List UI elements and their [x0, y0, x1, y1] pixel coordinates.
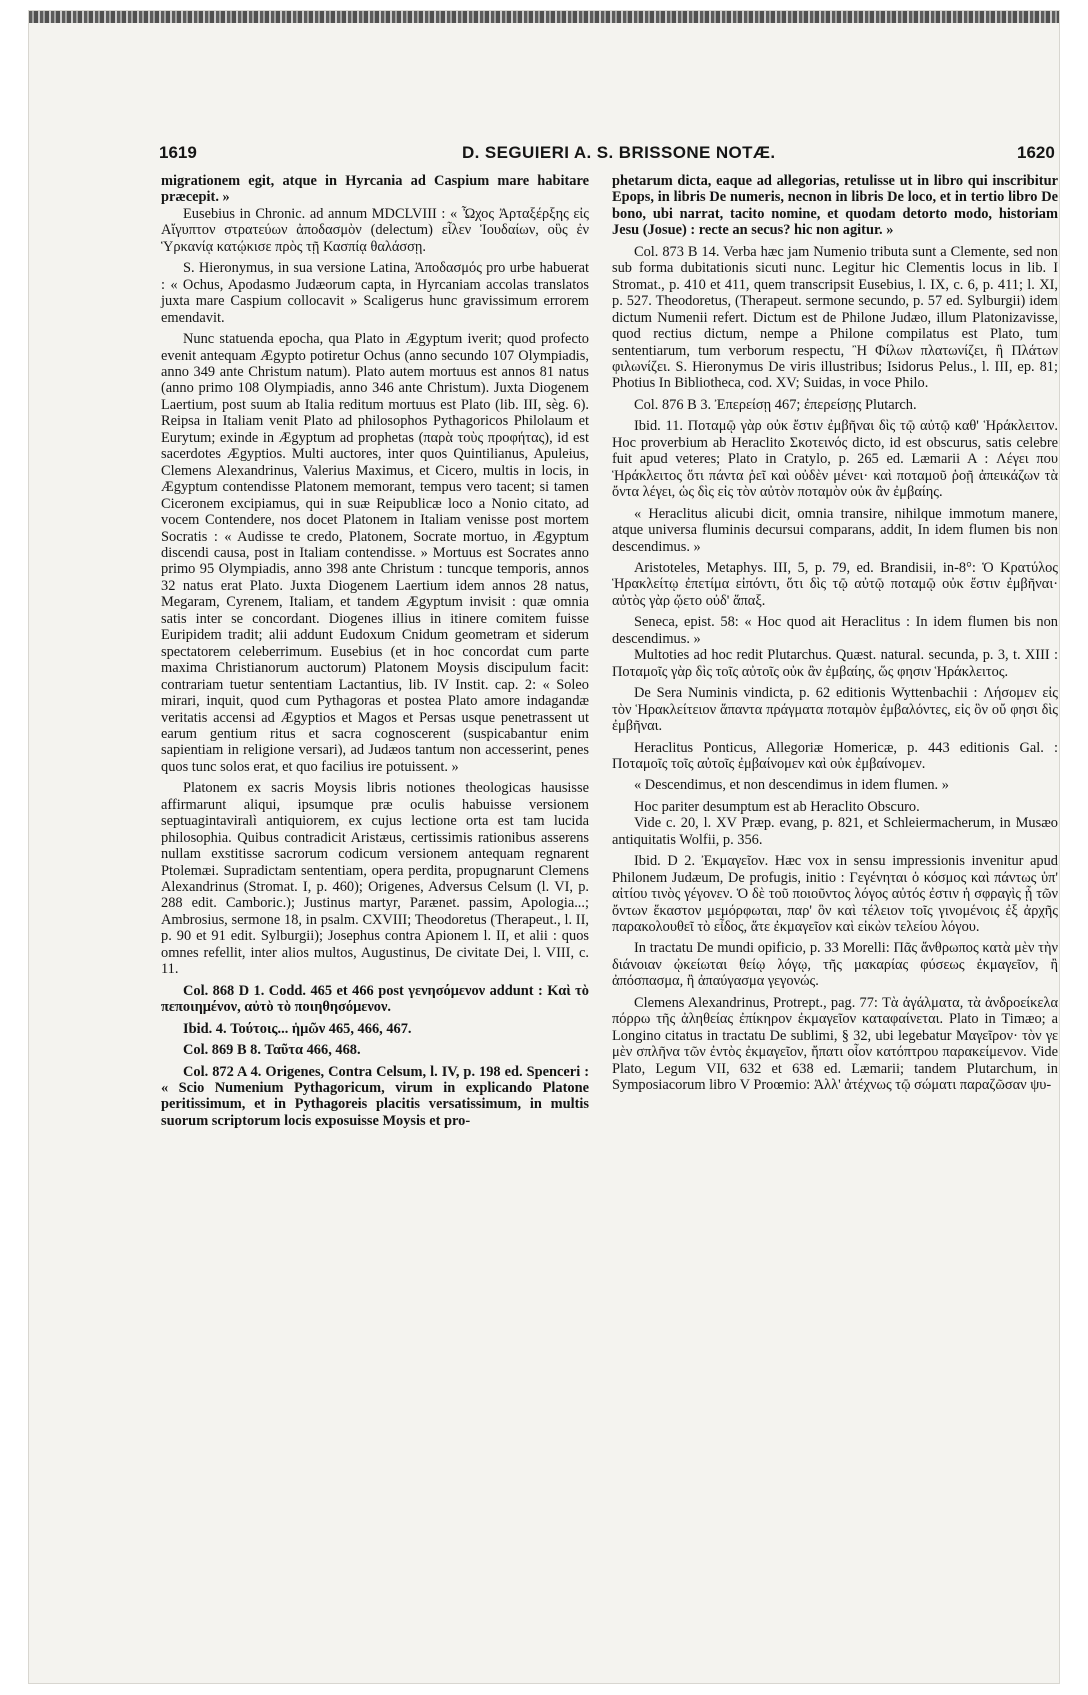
paragraph: Ibid. 11. Ποταμῷ γὰρ οὐκ ἔστιν ἐμβῆναι δὶς τῷ αὐτῷ καθ' Ἡράκλειτον. Hoc proverbium ab Heraclito Σκοτεινός dicto, id est obscurus, satis celebre fuit apud veteres; Plato in Cratylo, p. 265 ed. Læmarii A : Λέγει που Ἡράκλειτος ὅτι πάντα ῥεῖ καὶ οὐδὲν μένει· καὶ ποταμοῦ ῥοῇ ἀπεικάζων τὰ ὄντα λέγει, ὡς δὶς εἰς τὸν αὐτὸν ποταμὸν οὐκ ἂν ἐμβαίης. [612, 418, 1058, 501]
right-column [612, 173, 1058, 1099]
paragraph: Eusebius in Chronic. ad annum MDCLVIII : « Ὦχος Ἀρταξέρξης εἰς Αἴγυπτον στρατεύων ἀποδασμὸν (delectum) εἷλεν Ἰουδαίων, οὓς ἐν Ὑρκανίᾳ κατῴκισε πρὸς τῇ Κασπίᾳ θαλάσσῃ. [161, 205, 589, 255]
paragraph: Vide c. 20, l. XV Præp. evang, p. 821, et Schleiermacherum, in Musæo antiquitatis Wolfii, p. 356. [612, 815, 1058, 848]
page-number-right: 1620 [1017, 143, 1055, 162]
paragraph: Nunc statuenda epocha, qua Plato in Ægyptum iverit; quod profecto evenit antequam Ægypto potiretur Ochus (anno secundo 107 Olympiadis, anno 349 ante Christum natum). Plato autem mortuus est annos 81 natus (anno primo 108 Olympiadis, anno 346 ante Christum). Juxta Diogenem Laertium, post suum ab Italia reditum mortuus est Plato (lib. III, sèg. 6). Reipsa in Italiam venit Plato ad philosophos Pythagoricos Philolaum et Eurytum; exinde in Ægyptum ad prophetas (παρὰ τοὺς προφήτας), id est sacerdotes Ægyptios. Multi auctores, inter quos Quintilianus, Apuleius, Clemens Alexandrinus, Valerius Maximus, et Cicero, multis in locis, in Ægyptum contendisse Platonem memorant, tempus vero tacent; si tamen Ciceronem excipiamus, qui in suæ Reipublicæ loco a Nonio citato, ad vocem Contendere, nos docet Platonem in Italiam venisse post mortem Socratis : « Audisse te credo, Platonem, Socrate mortuo, in Ægyptum discendi causa, post in Italiam contendisse. » Mortuus est Socrates anno primo 95 Olympiadis, anno 398 ante Christum : tuncque temporis, annos 32 natus erat Plato. Juxta Diogenem Laertium idem annos 28 natus, Megaram, Cyrenem, Italiam, et tandem Ægyptum invisit : quæ omnia satis inter se concordant. Diogenes illius in itinere comitem fuisse Euripidem tradit; alii addunt Eudoxum Cnidum geometram et siderum spectatorem celeberrimum. Eusebius (et in hoc concordat cum parte maxima Christianorum auctorum) Platonem Moysis discipulum facit: contrariam tuetur sententiam Lactantius, lib. IV Instit. cap. 2: « Soleo mirari, inquit, quod cum Pythagoras et postea Plato amore indagandæ veritatis accensi ad Ægyptios et Magos et Persas usque penetrassent ut earum gentium ritus et sacra cognoscerent (suspicabantur enim sapientiam in religione versari), ad Judæos tantum non accesserint, penes quos tunc solos erat, et quo facilius ire potuissent. » [161, 331, 589, 775]
paragraph: Hoc pariter desumptum est ab Heraclito Obscuro. [634, 798, 920, 815]
paragraph: Col. 872 A 4. Origenes, Contra Celsum, l. IV, p. 198 ed. Spenceri : « Scio Numenium Pythagoricum, virum in explicando Platone peritissimum, et in Pythagoreis placitis versatissimum, in multis suorum scriptorum locis exposuisse Moysis et pro- [161, 1063, 589, 1129]
paragraph: Multoties ad hoc redit Plutarchus. Quæst. natural. secunda, p. 3, t. XIII : Ποταμοῖς γὰρ δὶς τοῖς αὐτοῖς οὐκ ἂν ἐμβαίης, ὥς φησιν Ἡράκλειτος. [612, 647, 1058, 680]
book-page [28, 10, 1060, 1684]
paragraph: De Sera Numinis vindicta, p. 62 editionis Wyttenbachii : Λήσομεν εἰς τὸν Ἡρακλείτειον ἅπαντα πράγματα ποταμὸν ἐμβαλόντες, εἰς ὃν οὔ φησι δὶς ἐμβῆναι. [612, 685, 1058, 735]
paragraph: Col. 873 B 14. Verba hæc jam Numenio tributa sunt a Clemente, sed non sub forma dubitationis sicuti nunc. Legitur hic Clementis locus in lib. I Stromat., p. 410 et 411, quem transcripsit Eusebius, l. IX, c. 6, p. 411; l. XI, p. 527. Theodoretus, (Therapeut. sermone secundo, p. 57 ed. Sylburgii) idem dictum Numenii refert. Dictum est de Philone Judæo, illum Platonizavisse, quod rectius dictum, nempe a Philone compilatus est Plato, tum sententiarum, tum verborum respectu, Ἢ Φίλων πλατωνίζει, ἢ Πλάτων φιλωνίζει. S. Hieronymus De viris illustribus; Isidorus Pelus., l. III, ep. 81; Photius In Bibliotheca, cod. XV; Suidas, in voce Philo. [612, 243, 1058, 392]
running-header [159, 143, 1059, 167]
paragraph: Ibid. 4. Τούτοις... ἡμῶν 465, 466, 467. [183, 1020, 412, 1037]
paragraph: Aristoteles, Metaphys. III, 5, p. 79, ed. Brandisii, in-8°: Ὁ Κρατύλος Ἡρακλείτῳ ἐπετίμα εἰπόντι, ὅτι δὶς τῷ αὐτῷ ποταμῷ οὐκ ἔστιν ἐμβῆναι· αὐτὸς γὰρ ᾤετο οὐδ' ἅπαξ. [612, 559, 1058, 609]
paragraph: Clemens Alexandrinus, Protrept., pag. 77: Τὰ ἀγάλματα, τὰ ἀνδροείκελα πόρρω τῆς ἀληθείας ἐπίκηρον ἐκμαγεῖον καταφαίνεται. Plato in Timæo; a Longino citatus in tractatu De sublimi, § 32, ubi legebatur Μαγεῖρον· τὸν γε μὲν σπλῆνα τῶν ἐντὸς ἐκμαγεῖον, ἤπατι οἷον κατόπτρου παρακείμενον. Vide Plato, Legum VII, 632 et 638 ed. Læmarii; tandem Plutarchum, in Symposiacorum libro V Proœmio: Ἀλλ' ἀτέχνως τῷ σώματι παραζῶσαν ψυ- [612, 994, 1058, 1094]
paragraph: Seneca, epist. 58: « Hoc quod ait Heraclitus : In idem flumen bis non descendimus. » [612, 614, 1058, 647]
scan-edge [29, 11, 1059, 23]
paragraph: Col. 869 B 8. Ταῦτα 466, 468. [183, 1042, 361, 1059]
paragraph: phetarum dicta, eaque ad allegorias, retulisse ut in libro qui inscribitur Epops, in libris De numeris, necnon in libris De loco, et in tertio libro De bono, ubi narrat, tacito nomine, et quodam detorto modo, historiam Jesu (Josue) : recte an secus? hic non agitur. » [612, 173, 1058, 239]
paragraph: Platonem ex sacris Moysis libris notiones theologicas hausisse affirmarunt aliqui, ipsumque præ oculis habuisse versionem septuagintaviralì antiquiorem, ex cujus lectione orta est tam lucida philosophia. Quibus contradicit Aristæus, certissimis rationibus asserens nullam exstitisse sacrorum codicum versionem antequam regnarent Ptolemæi. Supradictam sententiam, opera perdita, propugnarunt Clemens Alexandrinus (Stromat. I, p. 460); Origenes, Adversus Celsum (l. VI, p. 288 edit. Camboric.); Justinus martyr, Parænet. passim, Apologia...; Ambrosius, sermone 18, in psalm. CXVIII; Theodoretus (Therapeut., l. II, p. 90 et 91 edit. Sylburgii); Josephus contra Apionem l. II, et alii : quos omnes refellit, inter alios multos, Augustinus, De civitate Dei, l. VIII, c. 11. [161, 780, 589, 978]
paragraph: Ibid. D 2. Ἐκμαγεῖον. Hæc vox in sensu impressionis invenitur apud Philonem Judæum, De profugis, initio : Γεγένηται ὁ κόσμος καὶ πάντως ὑπ' αἰτίου τινὸς γέγονεν. Ὁ δὲ τοῦ ποιοῦντος λόγος αὐτός ἐστιν ἡ σφραγὶς ᾗ τῶν ὄντων ἕκαστον μεμόρφωται, παρ' ὃν καὶ τέλειον τοῖς γινομένοις ἐξ ἀρχῆς παρακολουθεῖ τὸ εἶδος, ἅτε ἐκμαγεῖον καὶ εἰκὼν τελείου λόγου. [612, 853, 1058, 936]
paragraph: Heraclitus Ponticus, Allegoriæ Homericæ, p. 443 editionis Gal. : Ποταμοῖς τοῖς αὐτοῖς ἐμβαίνομεν καὶ οὐκ ἐμβαίνομεν. [612, 739, 1058, 772]
paragraph: Col. 876 B 3. Ἐπερείσῃ 467; ἐπερείσῃς Plutarch. [634, 396, 917, 413]
paragraph: migrationem egit, atque in Hyrcania ad Caspium mare habitare præcepit. » [161, 173, 589, 206]
page-number-left: 1619 [159, 143, 197, 162]
paragraph: In tractatu De mundi opificio, p. 33 Morelli: Πᾶς ἄνθρωπος κατὰ μὲν τὴν διάνοιαν ᾠκείωται θείῳ λόγῳ, τῆς μακαρίας φύσεως ἐκμαγεῖον, ἢ ἀπόσπασμα, ἢ ἀπαύγασμα γεγονώς. [612, 940, 1058, 990]
paragraph: Col. 868 D 1. Codd. 465 et 466 post γενησόμενον addunt : Καὶ τὸ πεποιημένον, αὐτὸ τὸ ποιηθησόμενον. [161, 982, 589, 1016]
left-column [161, 173, 589, 1134]
paragraph: « Heraclitus alicubi dicit, omnia transire, nihilque immotum manere, atque universa fluminis decursui comparans, addit, In idem flumen bis non descendimus. » [612, 505, 1058, 555]
paragraph: S. Hieronymus, in sua versione Latina, Ἀποδασμός pro urbe habuerat : « Ochus, Apodasmo Judæorum capta, in Hyrcaniam accolas translatos juxta mare Caspium collocavit » Scaligerus hunc gravissimum errorem emendavit. [161, 260, 589, 326]
paragraph: « Descendimus, et non descendimus in idem flumen. » [634, 777, 949, 794]
running-title: D. SEGUIERI A. S. BRISSONE NOTÆ. [462, 143, 776, 162]
